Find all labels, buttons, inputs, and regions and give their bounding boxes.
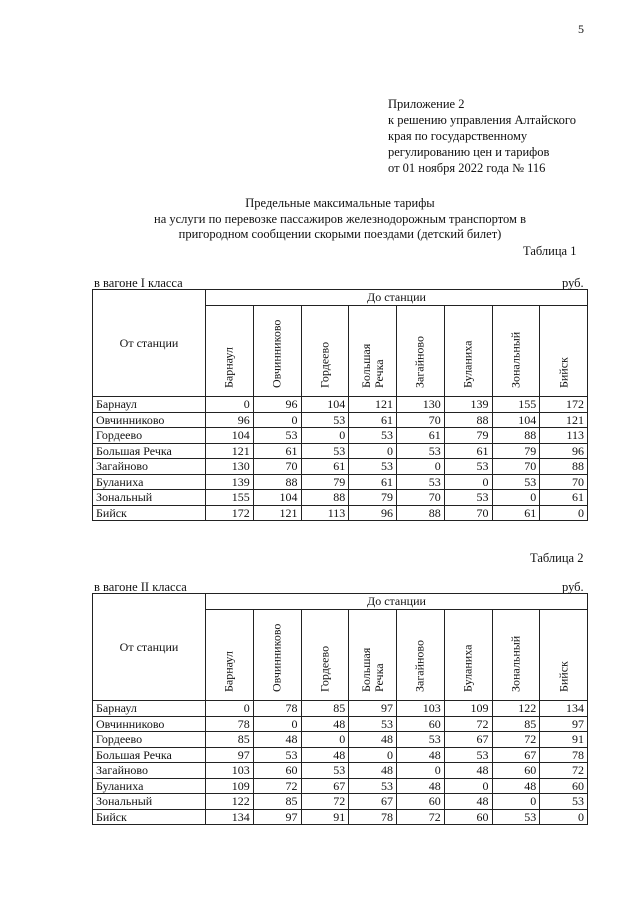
tariff-cell: 60 (253, 763, 301, 779)
tariff-cell: 61 (444, 443, 492, 459)
table-row (93, 443, 588, 459)
tariff-cell: 78 (540, 747, 588, 763)
row-station-name: Гордеево (93, 732, 206, 748)
document-title (80, 196, 600, 243)
tariff-cell: 61 (253, 443, 301, 459)
column-header-label: Загайново (412, 639, 427, 692)
tariff-cell: 72 (492, 732, 540, 748)
tariff-cell: 85 (492, 716, 540, 732)
tariff-cell: 113 (540, 428, 588, 444)
column-header-label: Барнаул (221, 651, 236, 692)
tariff-cell: 53 (301, 443, 349, 459)
row-station-name: Загайново (93, 763, 206, 779)
column-header (492, 610, 540, 701)
tariff-cell: 172 (206, 505, 254, 521)
table-2-unit: руб. (562, 580, 584, 594)
tariff-cell: 67 (444, 732, 492, 748)
tariff-cell: 121 (540, 412, 588, 428)
column-header (253, 306, 301, 397)
tariff-cell: 53 (444, 490, 492, 506)
table-row (93, 505, 588, 521)
tariff-cell: 53 (444, 459, 492, 475)
table-2-label: Таблица 2 (530, 551, 584, 565)
tariff-cell: 0 (444, 778, 492, 794)
tariff-cell: 67 (349, 794, 397, 810)
row-station-name: Загайново (93, 459, 206, 475)
table-row (93, 397, 588, 413)
from-station-header: От станции (93, 594, 206, 701)
column-header-label: Гордеево (317, 645, 332, 692)
tariff-cell: 61 (540, 490, 588, 506)
tariff-cell: 70 (253, 459, 301, 475)
appendix-block (388, 96, 576, 176)
column-header-label: Буланиха (460, 644, 475, 692)
tariff-cell: 139 (206, 474, 254, 490)
tariff-cell: 104 (492, 412, 540, 428)
tariff-cell: 53 (540, 794, 588, 810)
tariff-cell: 61 (492, 505, 540, 521)
table-2-caption: в вагоне II класса (94, 580, 187, 594)
table-row (93, 763, 588, 779)
tariff-cell: 53 (492, 474, 540, 490)
tariff-cell: 97 (540, 716, 588, 732)
tariff-table-2 (92, 593, 588, 825)
tariff-cell: 96 (349, 505, 397, 521)
tariff-cell: 96 (253, 397, 301, 413)
tariff-cell: 122 (206, 794, 254, 810)
tariff-cell: 53 (349, 716, 397, 732)
tariff-cell: 88 (444, 412, 492, 428)
tariff-cell: 60 (540, 778, 588, 794)
tariff-cell: 0 (397, 459, 445, 475)
column-header (397, 306, 445, 397)
tariff-cell: 67 (301, 778, 349, 794)
tariff-cell: 53 (301, 763, 349, 779)
tariff-cell: 85 (206, 732, 254, 748)
tariff-cell: 97 (349, 701, 397, 717)
tariff-cell: 96 (540, 443, 588, 459)
tariff-cell: 85 (253, 794, 301, 810)
tariff-cell: 48 (301, 747, 349, 763)
row-station-name: Зональный (93, 794, 206, 810)
tariff-cell: 134 (540, 701, 588, 717)
tariff-cell: 53 (492, 809, 540, 825)
tariff-cell: 79 (301, 474, 349, 490)
tariff-cell: 53 (349, 428, 397, 444)
row-station-name: Большая Речка (93, 747, 206, 763)
column-header (206, 306, 254, 397)
tariff-cell: 103 (206, 763, 254, 779)
tariff-cell: 103 (397, 701, 445, 717)
tariff-cell: 79 (492, 443, 540, 459)
tariff-cell: 122 (492, 701, 540, 717)
tariff-cell: 0 (540, 505, 588, 521)
tariff-cell: 130 (206, 459, 254, 475)
tariff-cell: 109 (444, 701, 492, 717)
tariff-cell: 121 (349, 397, 397, 413)
appendix-line: края по государственному (388, 129, 528, 143)
column-header (301, 306, 349, 397)
row-station-name: Зональный (93, 490, 206, 506)
column-header-label: Барнаул (221, 347, 236, 388)
tariff-cell: 60 (397, 794, 445, 810)
tariff-cell: 121 (253, 505, 301, 521)
tariff-cell: 0 (444, 474, 492, 490)
appendix-line: от 01 ноября 2022 года № 116 (388, 161, 546, 175)
tariff-cell: 85 (301, 701, 349, 717)
row-station-name: Бийск (93, 505, 206, 521)
tariff-cell: 53 (349, 459, 397, 475)
appendix-line: к решению управления Алтайского (388, 113, 576, 127)
tariff-cell: 67 (492, 747, 540, 763)
tariff-cell: 139 (444, 397, 492, 413)
tariff-cell: 0 (349, 747, 397, 763)
tariff-cell: 60 (492, 763, 540, 779)
column-header-label: Загайново (412, 335, 427, 388)
tariff-cell: 0 (492, 794, 540, 810)
row-station-name: Барнаул (93, 397, 206, 413)
column-header (540, 610, 588, 701)
table-row (93, 716, 588, 732)
tariff-cell: 53 (349, 778, 397, 794)
tariff-cell: 88 (253, 474, 301, 490)
tariff-cell: 48 (301, 716, 349, 732)
tariff-cell: 0 (301, 428, 349, 444)
tariff-cell: 70 (492, 459, 540, 475)
tariff-cell: 53 (253, 428, 301, 444)
tariff-cell: 91 (301, 809, 349, 825)
title-line: Предельные максимальные тарифы (245, 196, 435, 210)
table-row (93, 809, 588, 825)
from-station-header: От станции (93, 290, 206, 397)
table-row (93, 732, 588, 748)
tariff-cell: 70 (444, 505, 492, 521)
tariff-cell: 0 (253, 716, 301, 732)
tariff-cell: 155 (206, 490, 254, 506)
tariff-cell: 72 (397, 809, 445, 825)
table-row (93, 794, 588, 810)
column-header (492, 306, 540, 397)
table-1-caption: в вагоне I класса (94, 276, 183, 290)
row-station-name: Буланиха (93, 474, 206, 490)
tariff-cell: 78 (349, 809, 397, 825)
tariff-cell: 60 (397, 716, 445, 732)
tariff-cell: 130 (397, 397, 445, 413)
row-station-name: Большая Речка (93, 443, 206, 459)
tariff-cell: 79 (349, 490, 397, 506)
tariff-cell: 53 (253, 747, 301, 763)
tariff-cell: 53 (397, 474, 445, 490)
title-line: на услуги по перевозке пассажиров железнодорожным транспортом в (154, 211, 526, 226)
table-row (93, 459, 588, 475)
row-station-name: Овчинниково (93, 412, 206, 428)
table-row (93, 490, 588, 506)
table-row (93, 778, 588, 794)
tariff-cell: 53 (397, 732, 445, 748)
column-header-label: Гордеево (317, 341, 332, 388)
tariff-cell: 0 (349, 443, 397, 459)
tariff-cell: 97 (253, 809, 301, 825)
tariff-cell: 48 (444, 763, 492, 779)
row-station-name: Бийск (93, 809, 206, 825)
tariff-cell: 78 (206, 716, 254, 732)
table-1-unit: руб. (562, 276, 584, 290)
row-station-name: Гордеево (93, 428, 206, 444)
tariff-cell: 0 (492, 490, 540, 506)
tariff-cell: 91 (540, 732, 588, 748)
tariff-cell: 96 (206, 412, 254, 428)
tariff-cell: 104 (206, 428, 254, 444)
tariff-table-1 (92, 289, 588, 521)
tariff-cell: 72 (301, 794, 349, 810)
tariff-cell: 53 (397, 443, 445, 459)
tariff-cell: 0 (397, 763, 445, 779)
tariff-cell: 88 (492, 428, 540, 444)
column-header-label: Зональный (508, 635, 523, 692)
column-header-label: Овчинниково (269, 623, 284, 692)
tariff-cell: 0 (301, 732, 349, 748)
table-1-label: Таблица 1 (523, 244, 577, 258)
tariff-cell: 121 (206, 443, 254, 459)
tariff-cell: 53 (444, 747, 492, 763)
tariff-cell: 113 (301, 505, 349, 521)
tariff-cell: 72 (444, 716, 492, 732)
column-header-label: Овчинниково (269, 319, 284, 388)
column-header (253, 610, 301, 701)
tariff-cell: 61 (349, 474, 397, 490)
table-row (93, 747, 588, 763)
column-header (301, 610, 349, 701)
tariff-cell: 72 (540, 763, 588, 779)
tariff-cell: 53 (301, 412, 349, 428)
tariff-cell: 0 (253, 412, 301, 428)
page-number: 5 (578, 22, 584, 36)
row-station-name: Овчинниково (93, 716, 206, 732)
column-header (206, 610, 254, 701)
tariff-cell: 48 (349, 732, 397, 748)
tariff-cell: 48 (492, 778, 540, 794)
title-line: пригородном сообщении скорыми поездами (детский билет) (178, 227, 502, 241)
tariff-cell: 104 (301, 397, 349, 413)
column-header-label: Большая Речка (358, 343, 386, 388)
table-row (93, 428, 588, 444)
tariff-cell: 70 (397, 412, 445, 428)
column-header (444, 306, 492, 397)
tariff-cell: 88 (397, 505, 445, 521)
table-row (93, 412, 588, 428)
tariff-cell: 134 (206, 809, 254, 825)
tariff-cell: 88 (540, 459, 588, 475)
tariff-cell: 109 (206, 778, 254, 794)
column-header-label: Буланиха (460, 340, 475, 388)
tariff-cell: 61 (397, 428, 445, 444)
tariff-cell: 48 (397, 778, 445, 794)
column-header-label: Большая Речка (358, 647, 386, 692)
tariff-cell: 155 (492, 397, 540, 413)
column-header-label: Бийск (556, 357, 571, 388)
tariff-cell: 61 (349, 412, 397, 428)
tariff-cell: 61 (301, 459, 349, 475)
column-header (349, 306, 397, 397)
tariff-cell: 48 (349, 763, 397, 779)
column-header (444, 610, 492, 701)
tariff-cell: 70 (540, 474, 588, 490)
tariff-cell: 60 (444, 809, 492, 825)
column-header-label: Зональный (508, 331, 523, 388)
tariff-cell: 0 (206, 701, 254, 717)
tariff-cell: 48 (253, 732, 301, 748)
tariff-cell: 0 (206, 397, 254, 413)
tariff-cell: 0 (540, 809, 588, 825)
table-row (93, 474, 588, 490)
tariff-cell: 48 (444, 794, 492, 810)
table-row (93, 701, 588, 717)
tariff-cell: 79 (444, 428, 492, 444)
tariff-cell: 97 (206, 747, 254, 763)
tariff-cell: 78 (253, 701, 301, 717)
row-station-name: Буланиха (93, 778, 206, 794)
column-header-label: Бийск (556, 661, 571, 692)
column-header (540, 306, 588, 397)
appendix-line: регулированию цен и тарифов (388, 145, 550, 159)
to-station-header: До станции (206, 594, 588, 610)
tariff-cell: 72 (253, 778, 301, 794)
to-station-header: До станции (206, 290, 588, 306)
row-station-name: Барнаул (93, 701, 206, 717)
tariff-cell: 172 (540, 397, 588, 413)
tariff-cell: 104 (253, 490, 301, 506)
tariff-cell: 88 (301, 490, 349, 506)
tariff-cell: 48 (397, 747, 445, 763)
appendix-line: Приложение 2 (388, 97, 465, 111)
tariff-cell: 70 (397, 490, 445, 506)
column-header (349, 610, 397, 701)
column-header (397, 610, 445, 701)
